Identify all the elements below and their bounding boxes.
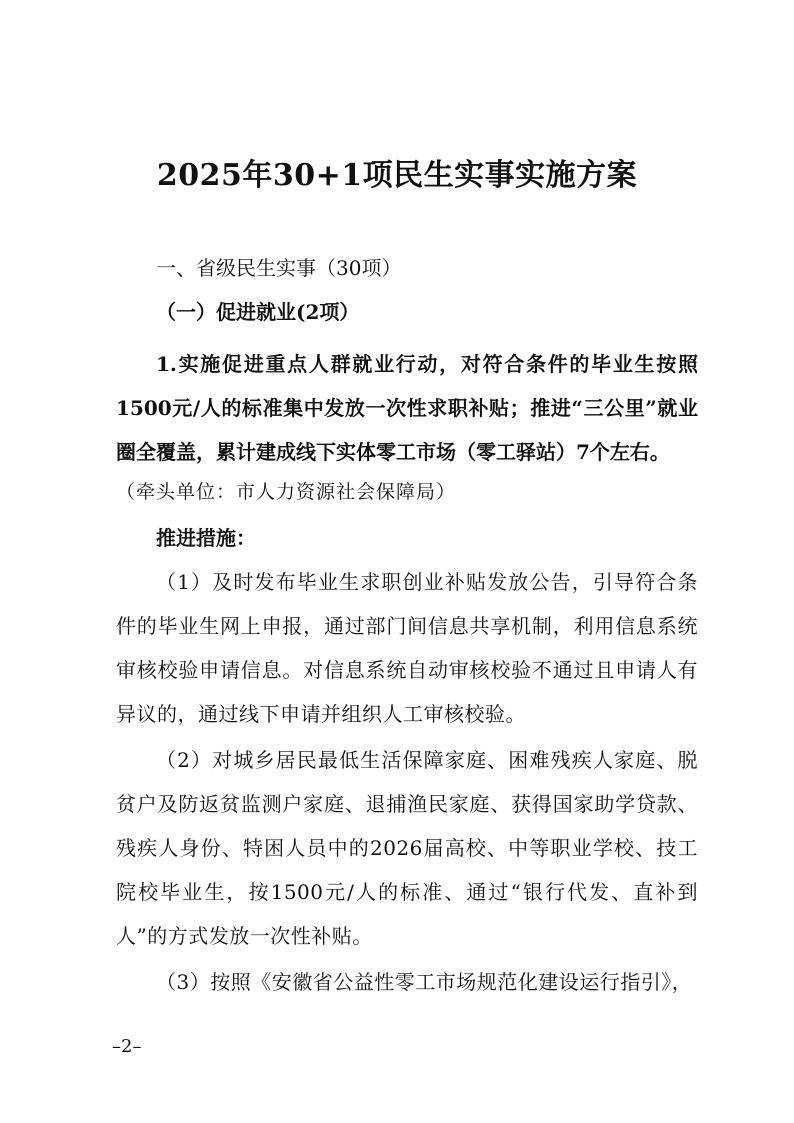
- document-title: 2025年30+1项民生实事实施方案: [156, 158, 638, 193]
- measure-paragraph-3: （3）按照《安徽省公益性零工市场规范化建设运行指引》，: [156, 970, 693, 994]
- section-heading: 一、省级民生实事（30项）: [156, 256, 402, 280]
- document-body: [116, 252, 698, 1006]
- measure-paragraph-2: （2）对城乡居民最低生活保障家庭、困难残疾人家庭、脱贫户及防返贫监测户家庭、退捕渔民家庭、获得国家助学贷款、残疾人身份、特困人员中的2026届高校、中等职业学校、技工院校毕业生，按1500元/人的标准、通过“银行代发、直补到人”的方式发放一次性补贴。: [116, 748, 698, 948]
- measure-paragraph-1: （1）及时发布毕业生求职创业补贴发放公告，引导符合条件的毕业生网上申报，通过部门间信息共享机制，利用信息系统审核校验申请信息。对信息系统自动审核校验不通过且申请人有异议的，通过线下申请并组织人工审核校验。: [116, 570, 698, 726]
- item-1: 1.实施促进重点人群就业行动，对符合条件的毕业生按照1500元/人的标准集中发放一次性求职补贴；推进“三公里”就业圈全覆盖，累计建成线下实体零工市场（零工驿站）7个左右。: [116, 352, 698, 464]
- subsection-heading: （一）促进就业(2项）: [156, 300, 360, 324]
- measures-heading: 推进措施：: [156, 526, 256, 550]
- page-number: –2–: [112, 1036, 142, 1057]
- lead-unit: （牵头单位：市人力资源社会保障局）: [116, 481, 457, 503]
